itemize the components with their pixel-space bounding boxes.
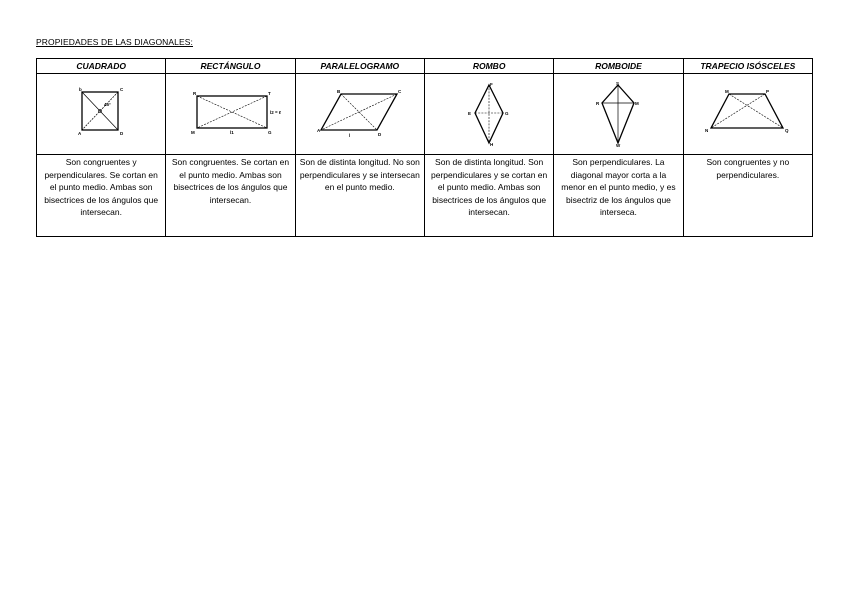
svg-text:S: S bbox=[616, 81, 620, 86]
svg-text:D: D bbox=[120, 131, 124, 136]
figure-cell-rombo bbox=[424, 74, 553, 155]
figure-cell-paralelogramo bbox=[295, 74, 424, 155]
header-paralelogramo: PARALELOGRAMO bbox=[295, 59, 424, 74]
rhombus-figure bbox=[459, 81, 519, 147]
header-rombo: ROMBO bbox=[424, 59, 553, 74]
svg-text:N: N bbox=[704, 128, 709, 133]
description-row bbox=[37, 155, 813, 237]
rectangle-figure bbox=[175, 84, 285, 144]
svg-text:Q: Q bbox=[784, 128, 789, 133]
svg-text:W: W bbox=[616, 143, 621, 147]
header-row bbox=[37, 59, 813, 74]
svg-text:T: T bbox=[268, 91, 272, 96]
figure-row bbox=[37, 74, 813, 155]
svg-text:A: A bbox=[316, 128, 321, 133]
description-paralelogramo: Son de distinta longitud. No son perpendiculares y se intersecan en el punto medio. bbox=[295, 155, 424, 237]
svg-text:A: A bbox=[78, 131, 82, 136]
svg-text:R: R bbox=[193, 91, 197, 96]
svg-text:G: G bbox=[505, 111, 509, 116]
description-cuadrado: Son congruentes y perpendiculares. Se cortan en el punto medio. Ambas son bisectrices de los ángulos que intersecan. bbox=[37, 155, 166, 237]
kite-figure bbox=[588, 81, 648, 147]
svg-text:l2 = ℓ: l2 = ℓ bbox=[270, 110, 282, 115]
figure-cell-cuadrado bbox=[37, 74, 166, 155]
svg-text:M: M bbox=[191, 130, 196, 135]
figure-cell-romboide bbox=[554, 74, 683, 155]
diagonals-table bbox=[36, 58, 813, 237]
isosceles-trapezoid-figure bbox=[693, 84, 803, 144]
svg-text:45°: 45° bbox=[104, 102, 111, 107]
description-rectangulo: Son congruentes. Se cortan en el punto medio. Ambas son bisectrices de los ángulos que intersecan. bbox=[166, 155, 295, 237]
svg-text:G: G bbox=[268, 130, 272, 135]
header-trapecio: TRAPECIO ISÓSCELES bbox=[683, 59, 812, 74]
svg-text:E: E bbox=[468, 111, 472, 116]
svg-text:D: D bbox=[377, 132, 382, 137]
parallelogram-figure bbox=[305, 84, 415, 144]
figure-cell-trapecio bbox=[683, 74, 812, 155]
svg-text:P: P bbox=[765, 89, 769, 94]
square-figure bbox=[66, 84, 136, 144]
svg-text:C: C bbox=[397, 89, 402, 94]
svg-text:b: b bbox=[79, 87, 82, 92]
svg-text:R: R bbox=[596, 101, 600, 106]
svg-text:M: M bbox=[635, 101, 640, 106]
header-romboide: ROMBOIDE bbox=[554, 59, 683, 74]
svg-text:B: B bbox=[336, 89, 341, 94]
svg-text:l: l bbox=[348, 133, 351, 138]
figure-cell-rectangulo bbox=[166, 74, 295, 155]
description-romboide: Son perpendiculares. La diagonal mayor corta a la menor en el punto medio, y es bisectriz de los ángulos que interseca. bbox=[554, 155, 683, 237]
description-trapecio: Son congruentes y no perpendiculares. bbox=[683, 155, 812, 237]
svg-text:l1: l1 bbox=[230, 130, 235, 135]
page-title: PROPIEDADES DE LAS DIAGONALES: bbox=[36, 37, 193, 47]
svg-text:F: F bbox=[490, 82, 493, 87]
header-rectangulo: RECTÁNGULO bbox=[166, 59, 295, 74]
header-cuadrado: CUADRADO bbox=[37, 59, 166, 74]
svg-text:H: H bbox=[490, 142, 494, 147]
svg-text:C: C bbox=[120, 87, 124, 92]
description-rombo: Son de distinta longitud. Son perpendiculares y se cortan en el punto medio. Ambas son bisectrices de los ángulos que intersecan. bbox=[424, 155, 553, 237]
svg-text:M: M bbox=[724, 89, 729, 94]
